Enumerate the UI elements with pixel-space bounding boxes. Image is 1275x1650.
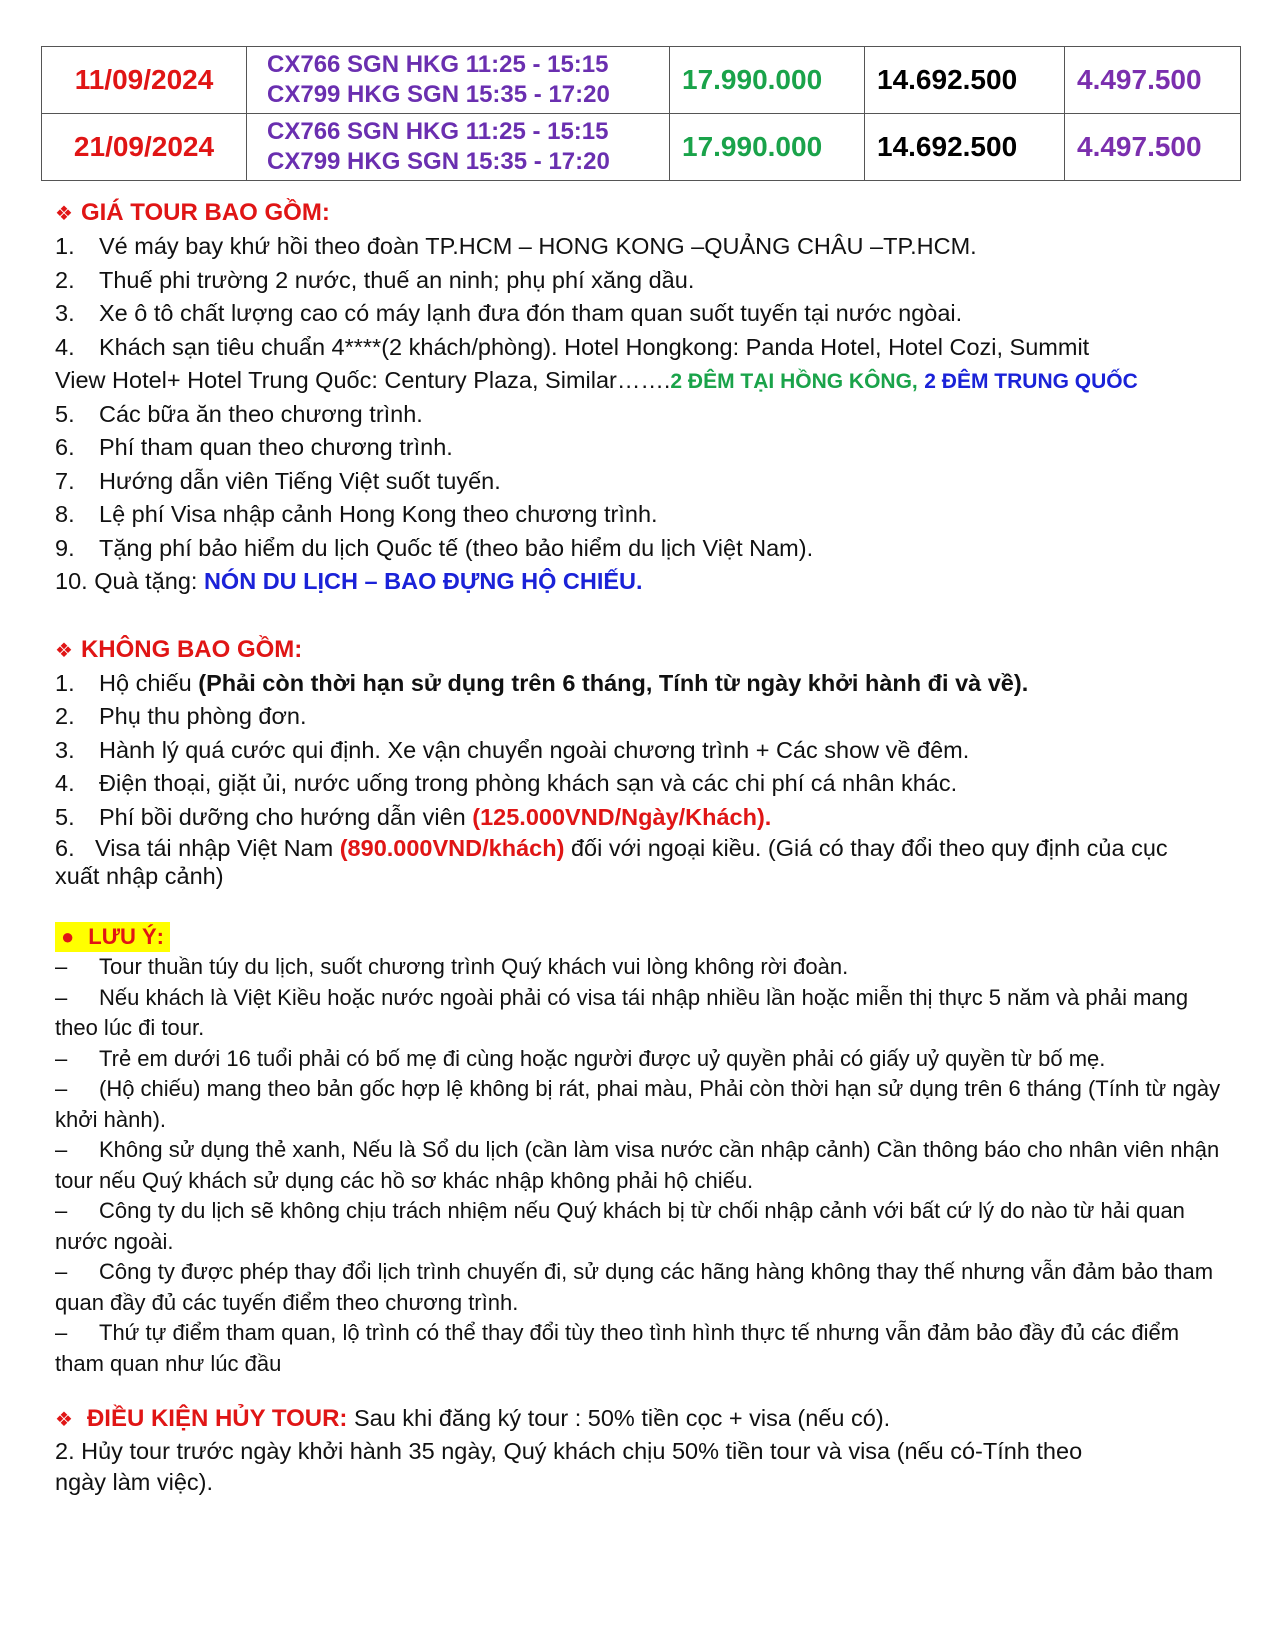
note-item: – (Hộ chiếu) mang theo bản gốc hợp lệ không bị rát, phai màu, Phải còn thời hạn sử dụng trên 6 tháng (Tính từ ngày khởi hành). (55, 1076, 1221, 1132)
dash-bullet-icon: – (55, 1045, 68, 1071)
price-table (41, 46, 1241, 181)
bullet-dot-icon: ● (61, 924, 75, 949)
dash-bullet-icon: – (55, 984, 68, 1010)
dash-bullet-icon: – (55, 954, 68, 979)
included-item: 3. Xe ô tô chất lượng cao có máy lạnh đưa đón tham quan suốt tuyến tại nước ngòai. (55, 300, 963, 326)
price-child: 14.692.500 (865, 114, 1065, 181)
flight-back: CX799 HKG SGN 15:35 - 17:20 (267, 148, 610, 175)
excluded-item-1: 1. Hộ chiếu (Phải còn thời hạn sử dụng trên 6 tháng, Tính từ ngày khởi hành đi và về). (55, 669, 1029, 696)
departure-date: 11/09/2024 (42, 47, 247, 114)
dash-bullet-icon: – (55, 1076, 68, 1101)
included-title: ❖ GIÁ TOUR BAO GỒM: (55, 199, 330, 226)
flight-out: CX766 SGN HKG 11:25 - 15:15 (267, 51, 609, 78)
excluded-item-6: 6. Visa tái nhập Việt Nam (890.000VND/khách) đối với ngoại kiều. (Giá có thay đổi theo quy định của cục (55, 835, 1168, 861)
dash-bullet-icon: – (55, 1320, 68, 1345)
cancel-item-2: 2. Hủy tour trước ngày khởi hành 35 ngày, Quý khách chịu 50% tiền tour và visa (nếu có-Tính theo ngày làm việc). (55, 1438, 1083, 1495)
note-item: – Không sử dụng thẻ xanh, Nếu là Sổ du lịch (cần làm visa nước cần nhập cảnh) Cần thông báo cho nhân viên nhận tour nếu Quý khách sử dụng các hồ sơ khác nhập không phải hộ chiếu. (55, 1137, 1220, 1193)
diamond-bullet-icon: ❖ (55, 639, 73, 662)
included-item: 9. Tặng phí bảo hiểm du lịch Quốc tế (theo bảo hiểm du lịch Việt Nam). (55, 534, 814, 561)
gift-text: NÓN DU LỊCH – BAO ĐỰNG HỘ CHIẾU. (203, 568, 643, 594)
content (55, 196, 1225, 1498)
excluded-item-4: 4. Điện thoại, giặt ủi, nước uống trong phòng khách sạn và các chi phí cá nhân khác. (55, 770, 958, 796)
cancel-section (55, 1403, 1225, 1498)
included-list-2 (55, 398, 1225, 566)
note-item: – Trẻ em dưới 16 tuổi phải có bố mẹ đi cùng hoặc người được uỷ quyền phải có giấy uỷ quyền từ bố mẹ. (55, 1044, 1225, 1075)
included-item: 8. Lệ phí Visa nhập cảnh Hong Kong theo chương trình. (55, 501, 658, 527)
excluded-title: ❖ KHÔNG BAO GỒM: (55, 635, 303, 663)
hong-kong-nights: 2 ĐÊM TẠI HỒNG KÔNG, (670, 370, 918, 393)
dash-bullet-icon: – (55, 1137, 68, 1162)
price-infant: 4.497.500 (1065, 114, 1241, 181)
included-item: 5. Các bữa ăn theo chương trình. (55, 400, 423, 427)
price-row (42, 47, 1241, 114)
price-infant: 4.497.500 (1065, 47, 1241, 114)
diamond-bullet-icon: ❖ (55, 1409, 73, 1431)
included-item-4-cont: View Hotel+ Hotel Trung Quốc: Century Plaza, Similar…….2 ĐÊM TẠI HỒNG KÔNG, 2 ĐÊM TRUNG QUỐC (55, 367, 1138, 393)
flight-back: CX799 HKG SGN 15:35 - 17:20 (267, 81, 610, 108)
notes-title: ● LƯU Ý: (55, 922, 170, 952)
dash-bullet-icon: – (55, 1198, 68, 1223)
included-item: 1. Vé máy bay khứ hồi theo đoàn TP.HCM – HONG KONG –QUẢNG CHÂU –TP.HCM. (55, 233, 977, 259)
diamond-bullet-icon: ❖ (55, 203, 73, 225)
note-item: – Nếu khách là Việt Kiều hoặc nước ngoài phải có visa tái nhập nhiều lần hoặc miễn thị thực 5 năm và phải mang theo lúc đi tour. (55, 984, 1189, 1040)
included-item: 4. Khách sạn tiêu chuẩn 4****(2 khách/phòng). Hotel Hongkong: Panda Hotel, Hotel Cozi, Summit (55, 333, 1090, 360)
price-row (42, 114, 1241, 181)
dash-bullet-icon: – (55, 1259, 68, 1284)
excluded-item-3: 3. Hành lý quá cước qui định. Xe vận chuyển ngoài chương trình + Các show về đêm. (55, 736, 970, 763)
flight-out: CX766 SGN HKG 11:25 - 15:15 (267, 118, 609, 145)
note-item: – Thứ tự điểm tham quan, lộ trình có thể thay đổi tùy theo tình hình thực tế nhưng vẫn đảm bảo đầy đủ các điểm tham quan như lúc đầu (55, 1320, 1180, 1376)
notes-list (55, 952, 1225, 1379)
price-child: 14.692.500 (865, 47, 1065, 114)
excluded-item-6-cont: xuất nhập cảnh) (55, 863, 224, 889)
included-list (55, 230, 1225, 364)
price-adult: 17.990.000 (670, 47, 865, 114)
flight-info (247, 114, 670, 181)
note-item: – Công ty du lịch sẽ không chịu trách nhiệm nếu Quý khách bị từ chối nhập cảnh với bất cứ lý do nào từ hải quan nước ngoài. (55, 1198, 1185, 1254)
included-item: 7. Hướng dẫn viên Tiếng Việt suốt tuyến. (55, 467, 501, 494)
excluded-item-2: 2. Phụ thu phòng đơn. (55, 703, 307, 729)
note-item: – Tour thuần túy du lịch, suốt chương trình Quý khách vui lòng không rời đoàn. (55, 952, 1225, 983)
included-item: 6. Phí tham quan theo chương trình. (55, 434, 453, 460)
cancel-first-line: ❖ ĐIỀU KIỆN HỦY TOUR: Sau khi đăng ký tour : 50% tiền cọc + visa (nếu có). (55, 1405, 891, 1432)
included-item: 2. Thuế phi trường 2 nước, thuế an ninh; phụ phí xăng dầu. (55, 266, 695, 293)
china-nights: 2 ĐÊM TRUNG QUỐC (924, 370, 1138, 393)
excluded-item-5: 5. Phí bồi dưỡng cho hướng dẫn viên (125.000VND/Ngày/Khách). (55, 803, 772, 830)
note-item: – Công ty được phép thay đổi lịch trình chuyến đi, sử dụng các hãng hàng không thay thế nhưng vẫn đảm bảo tham quan đầy đủ các tuyến điểm theo chương trình. (55, 1259, 1214, 1315)
departure-date: 21/09/2024 (42, 114, 247, 181)
included-item-10: 10. Quà tặng: NÓN DU LỊCH – BAO ĐỰNG HỘ CHIẾU. (55, 568, 643, 594)
price-adult: 17.990.000 (670, 114, 865, 181)
flight-info (247, 47, 670, 114)
